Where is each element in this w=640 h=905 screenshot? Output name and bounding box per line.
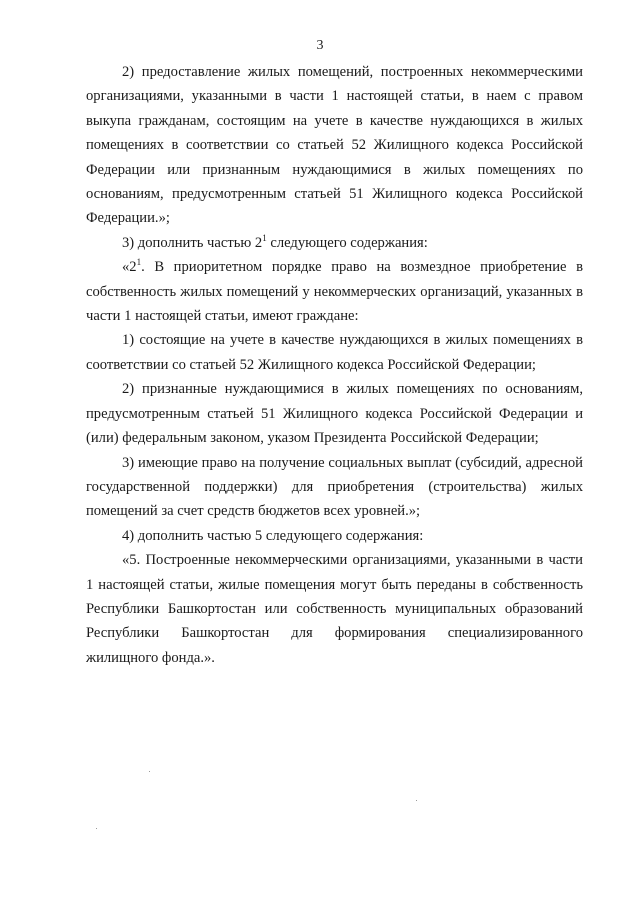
superscript: 1 — [262, 232, 267, 243]
paragraph-text: следующего содержания: — [266, 234, 428, 251]
paragraph-subitem-3: 3) имеющие право на получение социальных выплат (субсидий, адресной государственной поддержки) для приобретения (строительства) жилых помещений за счет средств бюджетов всех уровней.»; — [86, 454, 583, 520]
superscript: 1 — [136, 257, 142, 268]
paragraph-subitem-1: 1) состоящие на учете в качестве нуждающихся в жилых помещениях в соответствии со статьей 52 Жилищного кодекса Российской Федерации; — [86, 332, 583, 373]
page-number: 3 — [316, 38, 324, 53]
scan-speck — [149, 771, 150, 772]
paragraph-text: 3) дополнить частью 2 — [122, 234, 263, 251]
scan-speck — [96, 828, 97, 829]
paragraph-part-5-text: «5. Построенные некоммерческими организациями, указанными в части 1 настоящей статьи, жилые помещения могут быть переданы в собственность Республики Башкортостан или собственность муниципальных образований Республики Башкортостан для формирования специализированного жилищного фонда.». — [86, 552, 583, 666]
scan-speck — [416, 800, 417, 801]
paragraph-text: . В приоритетном порядке право на возмездное приобретение в собственность жилых помещений у некоммерческих организаций, указанных в части 1 настоящей статьи, имеют граждане: — [86, 259, 583, 325]
paragraph-item-4-add-part: 4) дополнить частью 5 следующего содержания: — [122, 527, 424, 544]
paragraph-item-3-add-part — [86, 231, 583, 255]
document-body — [86, 60, 583, 670]
paragraph-part-2-1-text — [86, 255, 583, 328]
paragraph-subitem-2: 2) признанные нуждающимися в жилых помещениях по основаниям, предусмотренным статьей 51 Жилищного кодекса Российской Федерации и (или) федеральным законом, указом Президента Российской Федерации; — [86, 381, 583, 447]
paragraph-item-2-provision: 2) предоставление жилых помещений, построенных некоммерческими организациями, указанными в части 1 настоящей статьи, в наем с правом выкупа гражданам, состоящим на учете в качестве нуждающихся в жилых помещениях в соответствии со статьей 52 Жилищного кодекса Российской Федерации или признанным нуждающимися в жилых помещениях по основаниям, предусмотренным статьей 51 Жилищного кодекса Российской Федерации.»; — [86, 64, 583, 227]
paragraph-text: «2 — [122, 259, 137, 276]
